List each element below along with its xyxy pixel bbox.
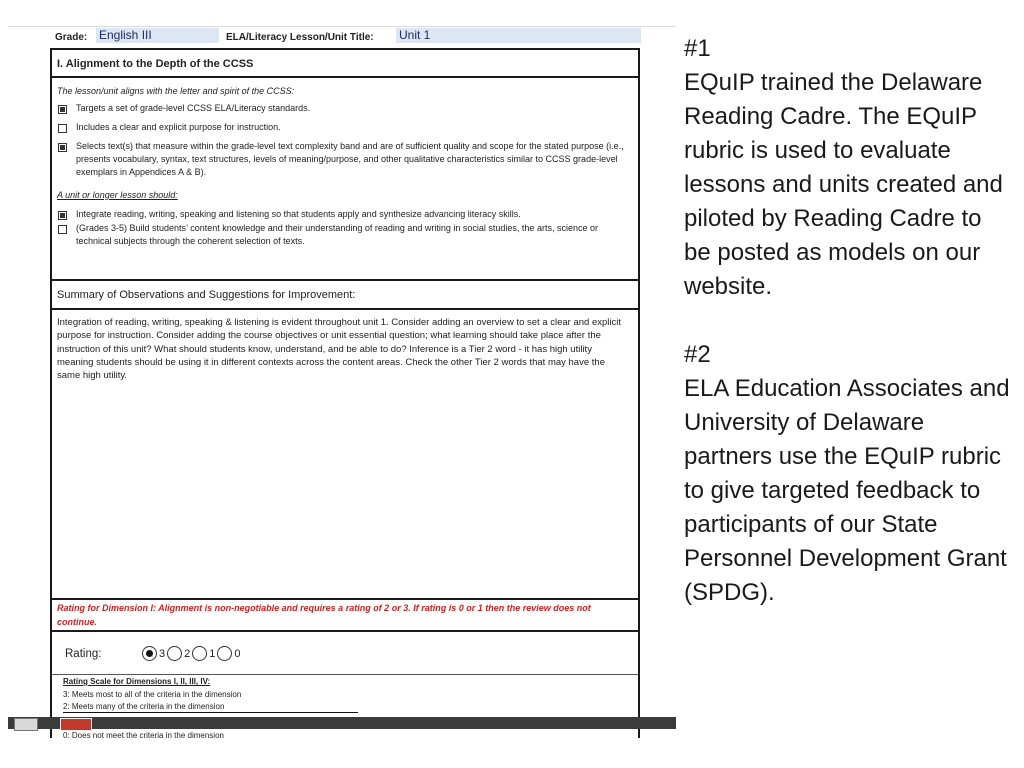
divider <box>52 630 638 632</box>
radio-button[interactable] <box>167 646 182 661</box>
criterion-checkbox[interactable] <box>58 143 67 152</box>
criterion-checkbox[interactable] <box>58 211 67 220</box>
criterion-text: Includes a clear and explicit purpose for instruction. <box>76 122 281 132</box>
criterion-checkbox[interactable] <box>58 124 67 133</box>
criterion-text: Selects text(s) that measure within the grade-level text complexity band and are of sufficient quality and scope for the stated purpose (i.e., presents vocabulary, syntax, text structures, levels of meaning/purpose, and other qualitative characteristics similar to CCSS grade-level exemplars in Appendices A & B). <box>76 141 624 177</box>
slide-notes <box>684 32 1014 644</box>
rating-option-label: 2 <box>184 647 191 660</box>
aligns-label: The lesson/unit aligns with the letter and spirit of the CCSS: <box>57 86 295 96</box>
note-text: EQuIP trained the Delaware Reading Cadre. The EQuIP rubric is used to evaluate lessons and units created and piloted by Reading Cadre to be posted as models on our website. <box>684 69 1003 300</box>
radio-button[interactable] <box>192 646 207 661</box>
criterion-item <box>57 140 630 179</box>
criterion-item <box>57 121 630 134</box>
unit-label: A unit or longer lesson should: <box>57 190 178 200</box>
section-title: I. Alignment to the Depth of the CCSS <box>57 58 254 70</box>
criterion-text: (Grades 3-5) Build students’ content knowledge and their understanding of reading and writing in social studies, the arts, science or technical subjects through the coherent selection of texts. <box>76 223 598 246</box>
divider <box>52 308 638 310</box>
taskbar <box>8 717 676 729</box>
rating-option-label: 0 <box>234 647 241 660</box>
taskbar-button[interactable] <box>14 718 38 731</box>
divider <box>52 76 638 78</box>
rating-option-3[interactable] <box>142 646 165 661</box>
note-number: #2 <box>684 341 711 368</box>
criterion-text: Integrate reading, writing, speaking and listening so that students apply and synthesize advancing literacy skills. <box>76 209 521 219</box>
lesson-title-field[interactable]: Unit 1 <box>396 28 641 43</box>
rating-scale-row: 3: Meets most to all of the criteria in the dimension <box>63 690 242 699</box>
divider <box>52 279 638 281</box>
rating-note: Rating for Dimension I: Alignment is non-negotiable and requires a rating of 2 or 3. If rating is 0 or 1 then the review does not continue. <box>57 603 591 627</box>
criterion-checkbox[interactable] <box>58 105 67 114</box>
criterion-text: Targets a set of grade-level CCSS ELA/Literacy standards. <box>76 103 311 113</box>
form-screenshot <box>8 26 676 740</box>
rating-label: Rating: <box>65 648 102 660</box>
grade-label: Grade: <box>55 32 88 43</box>
note-number: #1 <box>684 35 711 62</box>
divider <box>52 674 638 675</box>
rating-option-0[interactable] <box>217 646 240 661</box>
divider <box>63 712 358 713</box>
radio-button[interactable] <box>142 646 157 661</box>
note-block-2 <box>684 338 1014 610</box>
summary-textarea[interactable]: Integration of reading, writing, speaking & listening is evident throughout unit 1. Consider adding an overview to set a clear and explicit purpose for instruction. Consider adding the course objectives or unit essential question; what learning should take place after the instruction of this unit? What should students know, understand, and be able to do? Inference is a Tier 2 word - it has high utility meaning students should be using it in different contexts across the content areas. Check the other Tier 2 words that may have the same high utility. <box>57 317 622 382</box>
rating-options <box>142 646 243 661</box>
rating-option-label: 1 <box>209 647 216 660</box>
rating-option-2[interactable] <box>167 646 190 661</box>
rating-option-1[interactable] <box>192 646 215 661</box>
divider <box>52 598 638 600</box>
rating-scale-row: 2: Meets many of the criteria in the dimension <box>63 702 225 711</box>
criterion-item <box>57 208 630 221</box>
note-block-1 <box>684 32 1014 304</box>
rating-scale-row: 0: Does not meet the criteria in the dimension <box>63 731 224 740</box>
note-text: ELA Education Associates and University of Delaware partners use the EQuIP rubric to give targeted feedback to participants of our State Personnel Development Grant (SPDG). <box>684 375 1010 606</box>
grade-field[interactable]: English III <box>96 28 219 43</box>
criterion-item <box>57 102 630 115</box>
rubric-form <box>50 48 640 738</box>
radio-button[interactable] <box>217 646 232 661</box>
rating-scale-title: Rating Scale for Dimensions I, II, III, IV: <box>63 677 211 686</box>
rating-option-label: 3 <box>159 647 166 660</box>
lesson-title-label: ELA/Literacy Lesson/Unit Title: <box>226 32 374 43</box>
criterion-item <box>57 222 630 248</box>
summary-header: Summary of Observations and Suggestions for Improvement: <box>57 289 356 301</box>
taskbar-app-button[interactable] <box>60 718 92 731</box>
criterion-checkbox[interactable] <box>58 225 67 234</box>
